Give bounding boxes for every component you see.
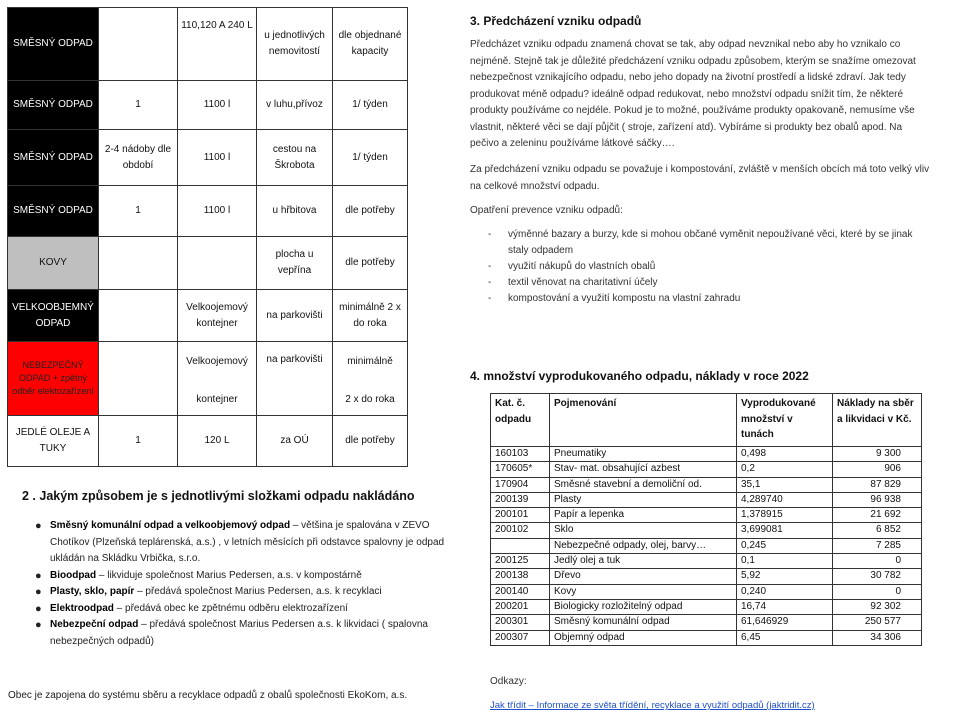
waste-cost: 96 938 xyxy=(833,492,922,507)
table-row xyxy=(491,447,922,462)
collection-frequency: minimálně 2 x do roka xyxy=(333,290,408,342)
container-place: u hřbitova xyxy=(257,186,333,237)
collection-frequency: dle potřeby xyxy=(333,416,408,467)
category-code: 170605* xyxy=(491,462,550,477)
category-code: 200138 xyxy=(491,569,550,584)
list-item xyxy=(34,518,452,568)
waste-amount: 0,2 xyxy=(737,462,833,477)
table-row xyxy=(491,508,922,523)
table-row xyxy=(491,477,922,492)
table-row xyxy=(491,615,922,630)
container-count xyxy=(99,342,178,416)
container-volume-line1: Velkoojemový xyxy=(186,356,248,367)
category-code: 200102 xyxy=(491,523,550,538)
container-count xyxy=(99,237,178,290)
table-row xyxy=(491,538,922,553)
waste-cost: 30 782 xyxy=(833,569,922,584)
item-term: Elektroodpad xyxy=(50,602,114,614)
waste-type: JEDLÉ OLEJE A TUKY xyxy=(8,416,99,467)
table-row xyxy=(491,492,922,507)
waste-cost: 906 xyxy=(833,462,922,477)
handling-list xyxy=(34,518,452,650)
container-place: u jednotlivých nemovitostí xyxy=(257,8,333,81)
waste-cost: 6 852 xyxy=(833,523,922,538)
collection-frequency xyxy=(333,342,408,416)
waste-name: Směsný komunální odpad xyxy=(550,615,737,630)
waste-amount: 61,646929 xyxy=(737,615,833,630)
collection-frequency: dle potřeby xyxy=(333,186,408,237)
header-cost: Náklady na sběr a likvidaci v Kč. xyxy=(833,394,922,447)
container-count: 1 xyxy=(99,416,178,467)
waste-name: Objemný odpad xyxy=(550,630,737,645)
container-count: 1 xyxy=(99,81,178,130)
waste-cost: 0 xyxy=(833,554,922,569)
container-volume: 1100 l xyxy=(178,81,257,130)
waste-cost: 21 692 xyxy=(833,508,922,523)
waste-collection-table xyxy=(7,7,408,467)
container-count xyxy=(99,8,178,81)
table-row xyxy=(8,186,408,237)
container-volume-line2: kontejner xyxy=(196,394,238,405)
waste-amount: 0,240 xyxy=(737,584,833,599)
collection-frequency-line2: 2 x do roka xyxy=(345,394,395,405)
waste-amount: 0,498 xyxy=(737,447,833,462)
section3-title: 3. Předcházení vzniku odpadů xyxy=(470,14,642,28)
table-row xyxy=(491,569,922,584)
container-place: plocha u vepřína xyxy=(257,237,333,290)
waste-type: NEBEZPEČNÝ ODPAD + zpětný odběr elektozařízení xyxy=(8,342,99,416)
item-term: Bioodpad xyxy=(50,569,97,581)
category-code: 170904 xyxy=(491,477,550,492)
waste-name: Kovy xyxy=(550,584,737,599)
waste-name: Směsné stavební a demoliční od. xyxy=(550,477,737,492)
waste-amount: 5,92 xyxy=(737,569,833,584)
list-item xyxy=(34,601,452,618)
item-text: – předává obec ke zpětnému odběru elektrozařízení xyxy=(113,602,348,614)
waste-cost: 250 577 xyxy=(833,615,922,630)
waste-type: SMĚSNÝ ODPAD xyxy=(8,186,99,237)
waste-name: Biologicky rozložitelný odpad xyxy=(550,599,737,614)
table-row xyxy=(491,523,922,538)
prevention-paragraph: Předcházet vzniku odpadu znamená chovat se tak, aby odpad nevznikal nebo aby ho vznikalo co nejméně. Stejně tak je důležité předcházení vzniku odpadu způsobem, kterým se snažíme omezovat nebezpečnost vznikajícího odpadu, nebo jeho dopady na životní prostředí a lidské zdraví. Jak tedy produkovat méně odpadu? ideálně odpad redukovat, nebo množství odpadu snížit tím, že některé produkty používáme co nejdéle. Pokud je to možné, používáme produkty opakovaně, nemusíme vše vlastnit, některé věci se dají půjčit ( stroje, zařízení atd). Vybíráme si produkty bez obalů apod. Na pečivo a zeleninu používáme látkové sáčky…. xyxy=(470,39,916,149)
waste-type: KOVY xyxy=(8,237,99,290)
waste-amount: 6,45 xyxy=(737,630,833,645)
header-amount: Vyprodukované množství v tunách xyxy=(737,394,833,447)
section2-title: 2 . Jakým způsobem je s jednotlivými složkami odpadu nakládáno xyxy=(22,489,415,503)
waste-name: Pneumatiky xyxy=(550,447,737,462)
category-code: 200301 xyxy=(491,615,550,630)
collection-frequency: 1/ týden xyxy=(333,81,408,130)
container-volume: 1100 l xyxy=(178,186,257,237)
waste-name: Jedlý olej a tuk xyxy=(550,554,737,569)
header-category: Kat. č. odpadu xyxy=(491,394,550,447)
waste-cost: 9 300 xyxy=(833,447,922,462)
item-text: – předává společnost Marius Pedersen, a.s. k recyklaci xyxy=(134,586,382,597)
bullet-icon: ● xyxy=(35,569,42,582)
category-code: 200201 xyxy=(491,599,550,614)
waste-amount: 0,1 xyxy=(737,554,833,569)
container-place: za OÚ xyxy=(257,416,333,467)
container-volume: 110,120 A 240 L xyxy=(178,8,257,81)
bullet-icon: ● xyxy=(35,602,42,615)
collection-frequency: 1/ týden xyxy=(333,130,408,186)
table-row xyxy=(8,81,408,130)
waste-name: Stav- mat. obsahující azbest xyxy=(550,462,737,477)
waste-cost: 34 306 xyxy=(833,630,922,645)
list-item xyxy=(34,584,452,601)
collection-frequency: dle potřeby xyxy=(333,237,408,290)
container-volume xyxy=(178,342,257,416)
table-row xyxy=(8,237,408,290)
table-row xyxy=(8,416,408,467)
table-row xyxy=(491,599,922,614)
item-text: – likviduje společnost Marius Pedersen, a.s. v kompostárně xyxy=(96,569,362,581)
waste-name: Sklo xyxy=(550,523,737,538)
table-header-row xyxy=(491,394,922,447)
container-place: na parkovišti xyxy=(257,342,333,416)
waste-amount: 3,699081 xyxy=(737,523,833,538)
measures-heading: Opatření prevence vzniku odpadů: xyxy=(470,205,623,216)
list-item xyxy=(34,568,452,585)
item-text: – předává společnost Marius Pedersen a.s. k likvidaci ( spalovna nebezpečných odpadů) xyxy=(50,619,428,647)
container-count xyxy=(99,290,178,342)
list-item xyxy=(34,617,452,650)
container-place: cestou na Škrobota xyxy=(257,130,333,186)
bullet-icon: ● xyxy=(35,586,42,598)
collection-frequency-line1: minimálně xyxy=(347,356,393,367)
sources-label: Odkazy: xyxy=(490,676,527,687)
table-row xyxy=(8,8,408,81)
table-row xyxy=(491,584,922,599)
waste-type: SMĚSNÝ ODPAD xyxy=(8,81,99,130)
category-code: 200307 xyxy=(491,630,550,645)
container-count: 1 xyxy=(99,186,178,237)
table-row xyxy=(8,290,408,342)
waste-name: Nebezpečné odpady, olej, barvy… xyxy=(550,538,737,553)
container-volume: Velkoojemový kontejner xyxy=(178,290,257,342)
category-code: 200139 xyxy=(491,492,550,507)
waste-name: Plasty xyxy=(550,492,737,507)
waste-cost: 92 302 xyxy=(833,599,922,614)
category-code: 160103 xyxy=(491,447,550,462)
table-row xyxy=(491,630,922,645)
section4-title: 4. množství vyprodukovaného odpadu, náklady v roce 2022 xyxy=(470,369,809,383)
composting-paragraph: Za předcházení vzniku odpadu se považuje i kompostování, zvláště v menších obcích má toto velký vliv na celkové množství odpadu. xyxy=(470,164,930,192)
item-term: Nebezpeční odpad xyxy=(50,619,139,630)
table-row xyxy=(8,342,408,416)
amount-table-body xyxy=(491,447,922,646)
waste-name: Dřevo xyxy=(550,569,737,584)
table-row xyxy=(8,130,408,186)
waste-type: SMĚSNÝ ODPAD xyxy=(8,130,99,186)
item-term: Směsný komunální odpad a velkoobjemový odpad xyxy=(50,520,291,531)
waste-name: Papír a lepenka xyxy=(550,508,737,523)
category-code: 200140 xyxy=(491,584,550,599)
prevention-measures-list xyxy=(488,227,928,307)
table-row xyxy=(491,462,922,477)
waste-cost: 87 829 xyxy=(833,477,922,492)
jaktridit-link[interactable]: Jak třídit – Informace ze světa třídění, recyklace a využití odpadů (jaktridit.cz) xyxy=(490,700,815,711)
waste-cost: 0 xyxy=(833,584,922,599)
waste-amount: 35,1 xyxy=(737,477,833,492)
table-row xyxy=(491,554,922,569)
list-item: - kompostování a využití kompostu na vlastní zahradu xyxy=(488,291,928,307)
container-place: v luhu,přívoz xyxy=(257,81,333,130)
ekokom-note: Obec je zapojena do systému sběru a recyklace odpadů z obalů společnosti EkoKom, a.s. xyxy=(8,690,408,701)
list-item: - využití nákupů do vlastních obalů xyxy=(488,259,928,275)
waste-type: VELKOOBJEMNÝ ODPAD xyxy=(8,290,99,342)
container-volume xyxy=(178,237,257,290)
waste-cost: 7 285 xyxy=(833,538,922,553)
waste-amount: 1,378915 xyxy=(737,508,833,523)
container-volume: 1100 l xyxy=(178,130,257,186)
container-count: 2-4 nádoby dle období xyxy=(99,130,178,186)
waste-amount: 16,74 xyxy=(737,599,833,614)
item-term: Plasty, sklo, papír xyxy=(50,586,135,597)
collection-frequency: dle objednané kapacity xyxy=(333,8,408,81)
waste-amount: 4,289740 xyxy=(737,492,833,507)
bullet-icon: ● xyxy=(35,619,42,631)
category-code: 200125 xyxy=(491,554,550,569)
container-place: na parkovišti xyxy=(257,290,333,342)
item-text: – většina je spalována v ZEVO Chotíkov (Plzeňská teplárenská, a.s.) , v letních měsících při odstavce spalovny je odpad ukládán na Skládku Vrbička, s.r.o. xyxy=(50,520,445,564)
list-item: - textil věnovat na charitativní účely xyxy=(488,275,928,291)
category-code xyxy=(491,538,550,553)
waste-type: SMĚSNÝ ODPAD xyxy=(8,8,99,81)
category-code: 200101 xyxy=(491,508,550,523)
list-item: - výměnné bazary a burzy, kde si mohou občané vyměnit nepoužívané věci, které by se jinak staly odpadem xyxy=(488,227,928,259)
bullet-icon: ● xyxy=(35,520,42,532)
container-volume: 120 L xyxy=(178,416,257,467)
header-name: Pojmenování xyxy=(550,394,737,447)
waste-amount-table xyxy=(490,393,922,646)
waste-amount: 0,245 xyxy=(737,538,833,553)
